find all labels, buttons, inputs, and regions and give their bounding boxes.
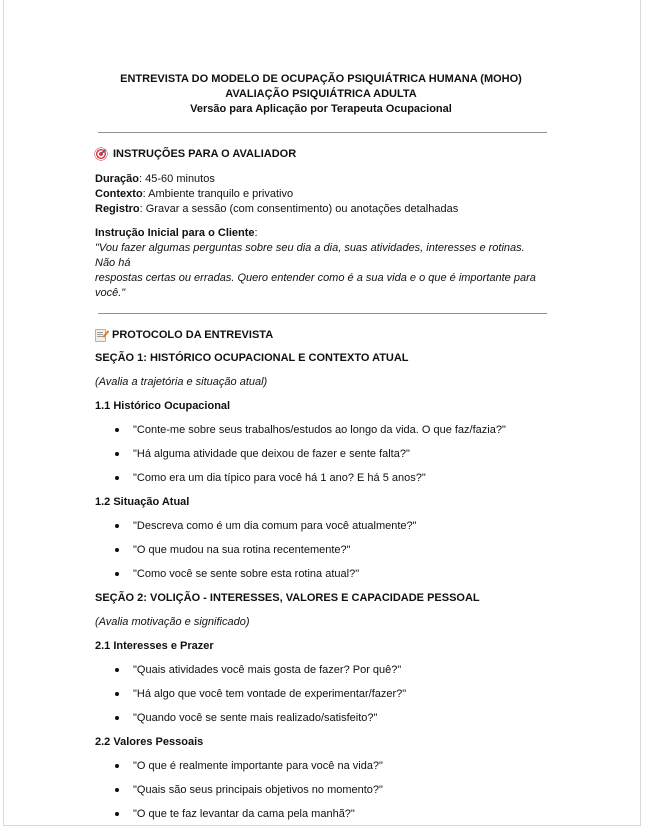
subsection-1-1-title: 1.1 Histórico Ocupacional: [95, 400, 231, 412]
target-icon: [95, 148, 107, 160]
protocol-heading: [95, 327, 547, 343]
client-quote-line-3: você.": [95, 287, 126, 299]
instructions-heading: [95, 146, 547, 162]
title-line-1: ENTREVISTA DO MODELO DE OCUPAÇÃO PSIQUIÁTRICA HUMANA (MOHO): [120, 73, 522, 85]
record-label: Registro: [95, 203, 140, 215]
duration-line: [95, 172, 547, 187]
memo-icon: [95, 329, 106, 342]
question-item: "Há algo que você tem vontade de experimentar/fazer?": [95, 687, 547, 711]
question-item: "O que mudou na sua rotina recentemente?": [95, 543, 547, 567]
document-title: [95, 72, 547, 117]
question-list: [95, 423, 547, 495]
question-list: [95, 663, 547, 735]
section-1-title: SEÇÃO 1: HISTÓRICO OCUPACIONAL E CONTEXTO ATUAL: [95, 352, 409, 364]
duration-label: Duração: [95, 173, 140, 185]
question-item: "Como era um dia típico para você há 1 ano? E há 5 anos?": [95, 471, 547, 495]
question-item: "Quais atividades você mais gosta de fazer? Por quê?": [95, 663, 547, 687]
initial-instruction-label: Instrução Inicial para o Cliente: [95, 227, 255, 239]
question-item: "Quais são seus principais objetivos no momento?": [95, 783, 547, 807]
question-list: [95, 759, 547, 827]
title-line-3: Versão para Aplicação por Terapeuta Ocupacional: [190, 103, 452, 115]
question-item: "Descreva como é um dia comum para você atualmente?": [95, 519, 547, 543]
section-1-note: (Avalia a trajetória e situação atual): [95, 376, 268, 388]
instructions-heading-text: INSTRUÇÕES PARA O AVALIADOR: [113, 147, 297, 160]
client-quote-line-1: "Vou fazer algumas perguntas sobre seu dia a dia, suas atividades, interesses e rotinas. Não há: [95, 242, 525, 269]
subsection-2-2-title: 2.2 Valores Pessoais: [95, 736, 204, 748]
context-label: Contexto: [95, 188, 143, 200]
protocol-heading-text: PROTOCOLO DA ENTREVISTA: [112, 328, 274, 341]
question-item: "Quando você se sente mais realizado/satisfeito?": [95, 711, 547, 735]
initial-instruction-label-line: [95, 226, 547, 241]
question-item: "Há alguma atividade que deixou de fazer e sente falta?": [95, 447, 547, 471]
title-line-2: AVALIAÇÃO PSIQUIÁTRICA ADULTA: [225, 88, 417, 100]
question-item: "O que é realmente importante para você na vida?": [95, 759, 547, 783]
client-quote-line-2: respostas certas ou erradas. Quero entender como é a sua vida e o que é importante para: [95, 272, 536, 284]
duration-value: : 45-60 minutos: [139, 173, 215, 185]
record-value: : Gravar a sessão (com consentimento) ou anotações detalhadas: [139, 203, 459, 215]
context-line: [95, 187, 547, 202]
subsection-1-2-title: 1.2 Situação Atual: [95, 496, 190, 508]
question-item: "Conte-me sobre seus trabalhos/estudos ao longo da vida. O que faz/fazia?": [95, 423, 547, 447]
document-body: [95, 72, 547, 827]
question-item: "O que te faz levantar da cama pela manhã?": [95, 807, 547, 827]
question-item: "Como você se sente sobre esta rotina atual?": [95, 567, 547, 591]
initial-instruction-colon: :: [254, 227, 258, 239]
subsection-2-1-title: 2.1 Interesses e Prazer: [95, 640, 214, 652]
section-2-note: (Avalia motivação e significado): [95, 616, 250, 628]
section-2-title: SEÇÃO 2: VOLIÇÃO - INTERESSES, VALORES E CAPACIDADE PESSOAL: [95, 592, 480, 604]
question-list: [95, 519, 547, 591]
context-value: : Ambiente tranquilo e privativo: [142, 188, 294, 200]
record-line: [95, 202, 547, 217]
